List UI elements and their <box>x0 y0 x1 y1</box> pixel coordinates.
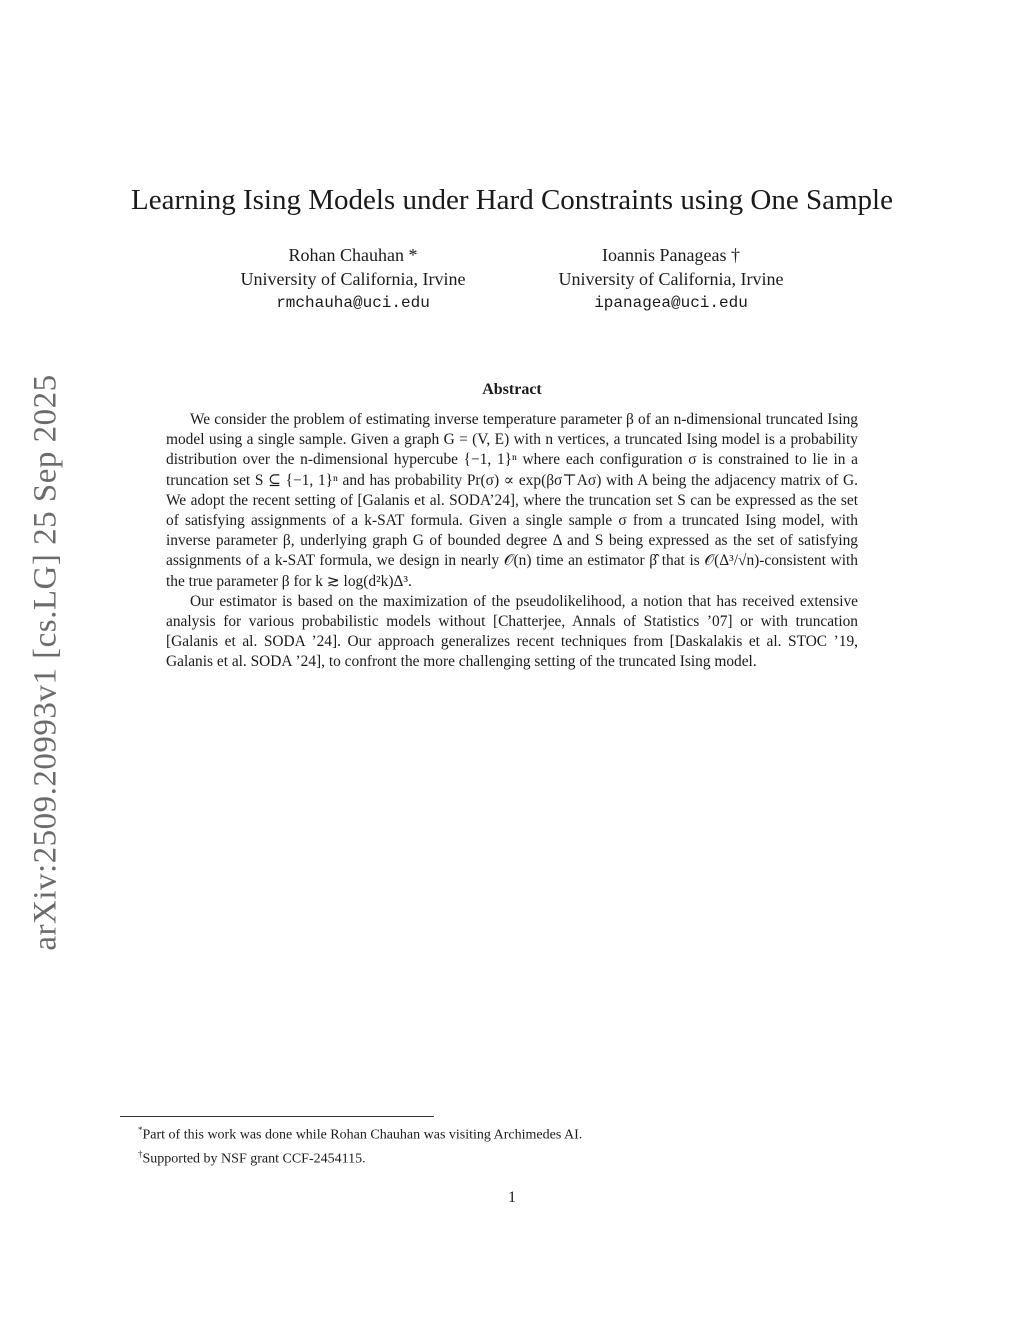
abstract-heading: Abstract <box>482 381 542 398</box>
footnote-1 <box>138 1121 878 1145</box>
author-affiliation: University of California, Irvine <box>558 269 784 289</box>
page-number: 1 <box>508 1189 516 1206</box>
author-email: ipanagea@uci.edu <box>594 294 748 312</box>
abstract-paragraph-2: Our estimator is based on the maximization of the pseudolikelihood, a notion that has received extensive analysis for various probabilistic models without [Chatterjee, Annals of Statistics ’07] or with truncation [Galanis et al. SODA ’24]. Our approach generalizes recent techniques from [Daskalakis et al. STOC ’19, Galanis et al. SODA ’24], to confront the more challenging setting of the truncated Ising model. <box>166 592 858 671</box>
footnote-mark: * <box>138 1125 143 1135</box>
author-email: rmchauha@uci.edu <box>276 294 430 312</box>
footnote-2 <box>138 1145 878 1169</box>
footnote-divider <box>120 1116 434 1117</box>
paper-title: Learning Ising Models under Hard Constraints using One Sample <box>131 184 893 216</box>
author-name: Rohan Chauhan * <box>288 245 418 265</box>
footnote-mark: † <box>138 1148 143 1159</box>
abstract-paragraph-1: We consider the problem of estimating inverse temperature parameter β of an n-dimensional truncated Ising model using a single sample. Given a graph G = (V, E) with n vertices, a truncated Ising model is a probability distribution over the n-dimensional hypercube {−1, 1}ⁿ where each configuration σ is constrained to lie in a truncation set S ⊆ {−1, 1}ⁿ and has probability Pr(σ) ∝ exp(βσ⊤Aσ) with A being the adjacency matrix of G. We adopt the recent setting of [Galanis et al. SODA’24], where the truncation set S can be expressed as the set of satisfying assignments of a k-SAT formula. Given a single sample σ from a truncated Ising model, with inverse parameter β, underlying graph G of bounded degree Δ and S being expressed as the set of satisfying assignments of a k-SAT formula, we design in nearly 𝒪(n) time an estimator β̂ that is 𝒪(Δ³/√n)-consistent with the true parameter β for k ≳ log(d²k)Δ³. <box>166 411 858 590</box>
author-name: Ioannis Panageas † <box>602 245 740 265</box>
author-affiliation: University of California, Irvine <box>240 269 466 289</box>
author-block-1 <box>203 243 503 315</box>
arxiv-identifier-stamp <box>26 372 66 952</box>
abstract-body <box>166 410 858 673</box>
author-block-2 <box>521 243 821 315</box>
footnotes <box>138 1121 878 1168</box>
footnote-text: Supported by NSF grant CCF-2454115. <box>142 1151 366 1167</box>
footnote-text: Part of this work was done while Rohan Chauhan was visiting Archimedes AI. <box>142 1127 583 1143</box>
arxiv-identifier-text: arXiv:2509.20993v1 [cs.LG] 25 Sep 2025 <box>27 373 64 951</box>
